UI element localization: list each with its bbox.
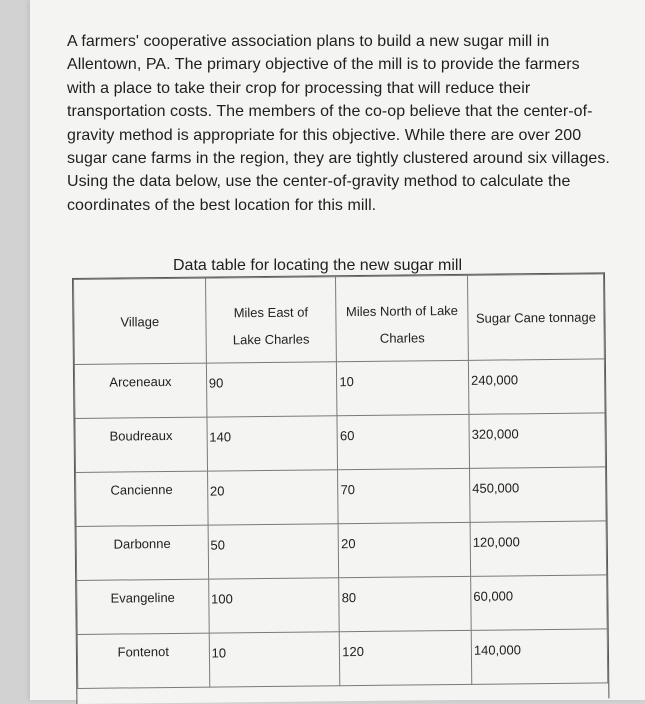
tonnage-value: 140,000: [471, 629, 608, 684]
miles-north-value: 10: [337, 360, 469, 415]
village-name: Fontenot: [77, 633, 209, 688]
village-name: Darbonne: [76, 525, 208, 580]
miles-east-value: 10: [209, 632, 340, 687]
miles-east-value: 140: [207, 416, 338, 471]
table-row: [74, 359, 605, 419]
table-row: [77, 629, 608, 689]
table-header-row: [74, 274, 605, 365]
table-row: [75, 413, 606, 473]
problem-line: sugar cane farms in the region, they are tightly clustered around six villages.: [67, 150, 610, 168]
data-table: [72, 272, 609, 704]
miles-north-value: 70: [338, 468, 470, 523]
tonnage-value: 450,000: [469, 467, 606, 522]
problem-line: coordinates of the best location for this mill.: [67, 196, 377, 214]
tonnage-value: 120,000: [470, 521, 607, 576]
tonnage-value: 60,000: [471, 575, 608, 630]
table-caption: Data table for locating the new sugar mill: [173, 257, 463, 274]
problem-statement: [67, 30, 627, 217]
miles-north-value: 20: [338, 522, 470, 577]
problem-line: Using the data below, use the center-of-gravity method to calculate the: [67, 173, 571, 191]
problem-line: gravity method is appropriate for this objective. While there are over 200: [67, 126, 582, 144]
tonnage-value: 320,000: [469, 413, 606, 468]
miles-east-value: 50: [208, 524, 339, 579]
table-row: [76, 467, 607, 527]
village-name: Cancienne: [76, 471, 208, 526]
document-page: [30, 0, 645, 700]
problem-line: Allentown, PA. The primary objective of the mill is to provide the farmers: [67, 56, 580, 74]
table-row: [76, 521, 607, 581]
village-name: Boudreaux: [75, 417, 207, 472]
problem-line: with a place to take their crop for processing that will reduce their: [67, 79, 531, 97]
miles-north-value: 120: [340, 630, 472, 685]
miles-north-value: 80: [339, 576, 471, 631]
header-miles-north: Miles North of Lake Charles: [336, 275, 469, 361]
miles-east-value: 20: [207, 470, 338, 525]
miles-north-value: 60: [337, 414, 469, 469]
miles-east-value: 100: [208, 578, 339, 633]
header-village: Village: [74, 278, 207, 364]
tonnage-value: 240,000: [468, 359, 605, 414]
table-row: [77, 575, 608, 635]
village-name: Evangeline: [77, 579, 209, 634]
problem-line: transportation costs. The members of the co-op believe that the center-of-: [67, 103, 593, 121]
problem-line: A farmers' cooperative association plans to build a new sugar mill in: [67, 33, 550, 50]
village-name: Arceneaux: [74, 363, 206, 418]
header-tonnage: Sugar Cane tonnage: [467, 274, 604, 360]
miles-east-value: 90: [206, 362, 337, 417]
header-miles-east: Miles East of Lake Charles: [205, 277, 336, 363]
